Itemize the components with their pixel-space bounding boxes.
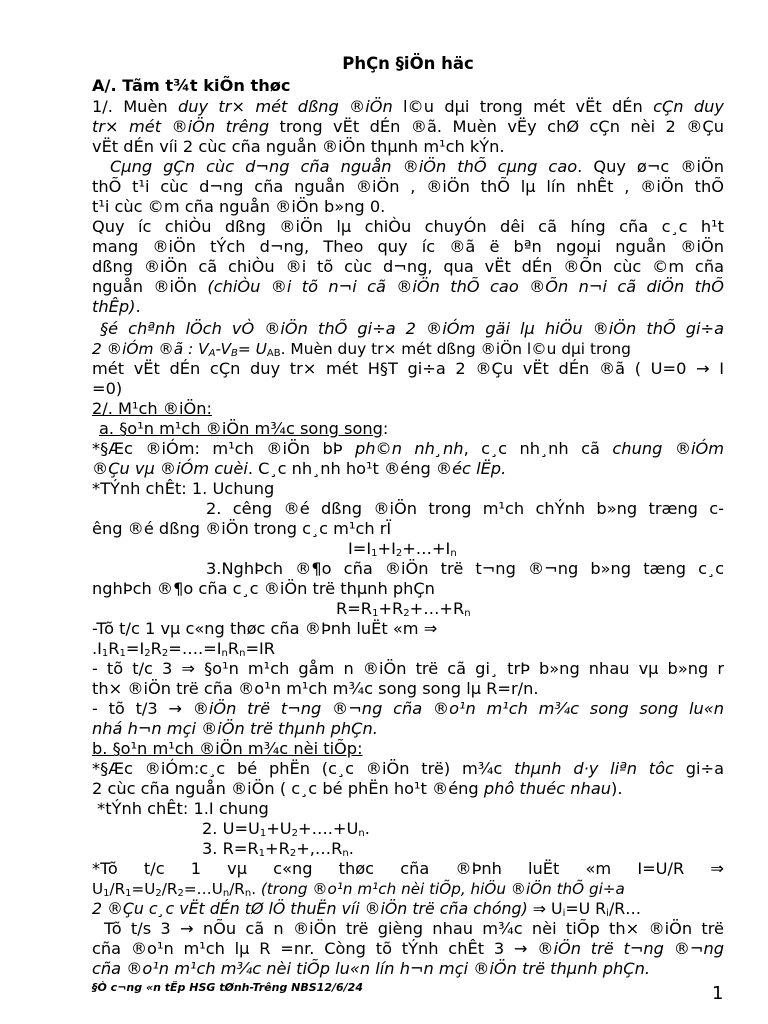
text-line: $U_1/R_1=U_2/R_2=\dots U_n/R_n$. (trong ®o¹n m¹ch nèi tiÕp, hiÖu ®iÖn thÕ gi÷a: [92, 880, 625, 899]
text-line: *tÝnh chÊt: 1.I chung: [92, 799, 269, 818]
text-line: dßng ®iÖn cã chiÒu ®i tõ cùc d¬ng, qua vËt dÉn ®Õn cùc ©m cña: [92, 257, 724, 276]
text-line: thÕ t¹i cùc d¬ng cña nguån ®iÖn , ®iÖn thÕ lµ lín nhÊt , ®iÖn thÕ: [92, 177, 724, 196]
text-line: th× ®iÖn trë cña ®o¹n m¹ch m¾c song song lµ R=r/n.: [92, 679, 539, 698]
text-line: Cµng gÇn cùc d¬ng cña nguån ®iÖn thÕ cµng cao. Quy ø¬c ®iÖn: [110, 157, 725, 176]
text-line: nghÞch ®¶o cña c¸c ®iÖn trë thµnh phÇn: [92, 579, 435, 598]
text-line: cña ®o¹n m¹ch m¾c nèi tiÕp lu«n lín h¬n mçi ®iÖn trë thµnh phÇn.: [92, 959, 650, 978]
text-line: *§Æc ®iÓm:c¸c bé phËn (c¸c ®iÖn trë) m¾c thµnh d·y liªn tôc gi÷a: [92, 759, 724, 778]
text-line: -Tõ t/c 1 vµ c«ng thøc cña ®Þnh luËt «m ⇒: [92, 619, 438, 638]
heading-a: A/. Tãm t¾t kiÕn thøc: [92, 76, 291, 95]
text-line: *TÝnh chÊt: 1. Uchung: [92, 479, 275, 498]
text-line: §é chªnh lÖch vÒ ®iÖn thÕ gi÷a 2 ®iÓm gäi lµ hiÖu ®iÖn thÕ gi÷a: [100, 319, 724, 338]
text-line: 1/. Muèn duy tr× mét dßng ®iÖn l©u dµi trong mét vËt dÉn cÇn duy: [92, 97, 724, 116]
text-line: êng ®é dßng ®iÖn trong c¸c m¹ch rÏ: [92, 519, 392, 538]
text-line: 2 cùc cña nguån ®iÖn ( c¸c bé phËn ho¹t ®éng phô thuéc nhau).: [92, 779, 623, 798]
page-title: PhÇn §iÖn häc: [342, 54, 474, 73]
formula-ir: $.I_1R_1=I_2R_2=\dots.=I_nR_n=IR$: [92, 639, 276, 659]
text-line: - tõ t/3 → ®iÖn trë t¬ng ®¬ng cña ®o¹n m¹ch m¾c song song lu«n: [92, 699, 724, 718]
formula-resistance: $R=R_1+R_2+\dots+R_n$: [336, 599, 471, 619]
heading-2: 2/. M¹ch ®iÖn:: [92, 399, 212, 418]
text-line: ®Çu vµ ®iÓm cuèi. C¸c nh¸nh ho¹t ®éng ®éc lËp.: [92, 459, 507, 478]
text-line: t¹i cùc ©m cña nguån ®iÖn b»ng 0.: [92, 197, 386, 216]
formula-voltage: 2. $U=U_1+U_2+\dots.+U_n$.: [202, 819, 370, 839]
text-line: *§Æc ®iÓm: m¹ch ®iÖn bÞ ph©n nh¸nh, c¸c nh¸nh cã chung ®iÓm: [92, 439, 725, 458]
text-line: 3.NghÞch ®¶o cña ®iÖn trë t¬ng ®¬ng b»ng tæng c¸c: [206, 559, 724, 578]
page-number: 1: [712, 983, 724, 1004]
text-line: thÊp).: [92, 297, 141, 316]
text-line: 2 ®iÓm ®ã : $V_A-V_B= U_{AB}$. Muèn duy tr× mét dßng ®iÖn l©u dµi trong: [92, 340, 631, 359]
text-line: nguån ®iÖn (chiÒu ®i tõ n¬i cã ®iÖn thÕ cao ®Õn n¬i cã diÖn thÕ: [92, 277, 724, 296]
text-line: *Tõ t/c 1 vµ c«ng thøc cña ®Þnh luËt «m I=U/R ⇒: [92, 859, 724, 878]
text-line: mét vËt dÉn cÇn duy tr× mét H§T gi÷a 2 ®Çu vËt dÉn ®ã ( U=0 → I: [92, 359, 724, 378]
text-line: Quy íc chiÒu dßng ®iÖn lµ chiÒu chuyÓn dêi cã híng cña c¸c h¹t: [92, 217, 724, 236]
text-line: mang ®iÖn tÝch d¬ng, Theo quy íc ®ã ë bªn ngoµi nguån ®iÖn: [92, 237, 724, 256]
text-line: vËt dÉn víi 2 cùc cña nguån ®iÖn thµnh m¹ch kÝn.: [92, 137, 505, 156]
formula-series-resistance: 3. $R=R_1+R_2+,\dots R_n$.: [202, 839, 354, 859]
text-line: tr× mét ®iÖn trêng trong vËt dÉn ®ã. Muèn vËy chØ cÇn nèi 2 ®Çu: [92, 117, 724, 136]
heading-2b: b. §o¹n m¹ch ®iÖn m¾c nèi tiÕp:: [92, 739, 363, 758]
text-line: - tõ t/c 3 ⇒ §o¹n m¹ch gåm n ®iÖn trë cã gi¸ trÞ b»ng nhau vµ b»ng r: [92, 659, 724, 678]
text-line: cña ®o¹n m¹ch lµ R =nr. Còng tõ tÝnh chÊt 3 → ®iÖn trë t¬ng ®¬ng: [92, 939, 724, 958]
text-line: Tõ t/s 3 → nÕu cã n ®iÖn trë gièng nhau m¾c nèi tiÕp th× ®iÖn trë: [104, 919, 724, 938]
formula-current: $I=I_1+I_2+\dots+I_n$: [348, 539, 457, 559]
text-line: 2. cêng ®é dßng ®iÖn trong m¹ch chÝnh b»ng træng c-: [206, 499, 724, 518]
heading-2a: a. §o¹n m¹ch ®iÖn m¾c song song:: [99, 419, 389, 438]
text-line: nhá h¬n mçi ®iÖn trë thµnh phÇn.: [92, 719, 378, 738]
page-footer: §Ò c¬ng «n tËp HSG tØnh-Trêng NBS12/6/24: [92, 981, 363, 994]
text-line: 2 ®Çu c¸c vËt dÉn tØ lÖ thuËn víi ®iÖn trë cña chóng) ⇒ $U_i=U$ $R_i/R\dots$: [92, 899, 642, 919]
text-line: =0): [92, 379, 123, 398]
